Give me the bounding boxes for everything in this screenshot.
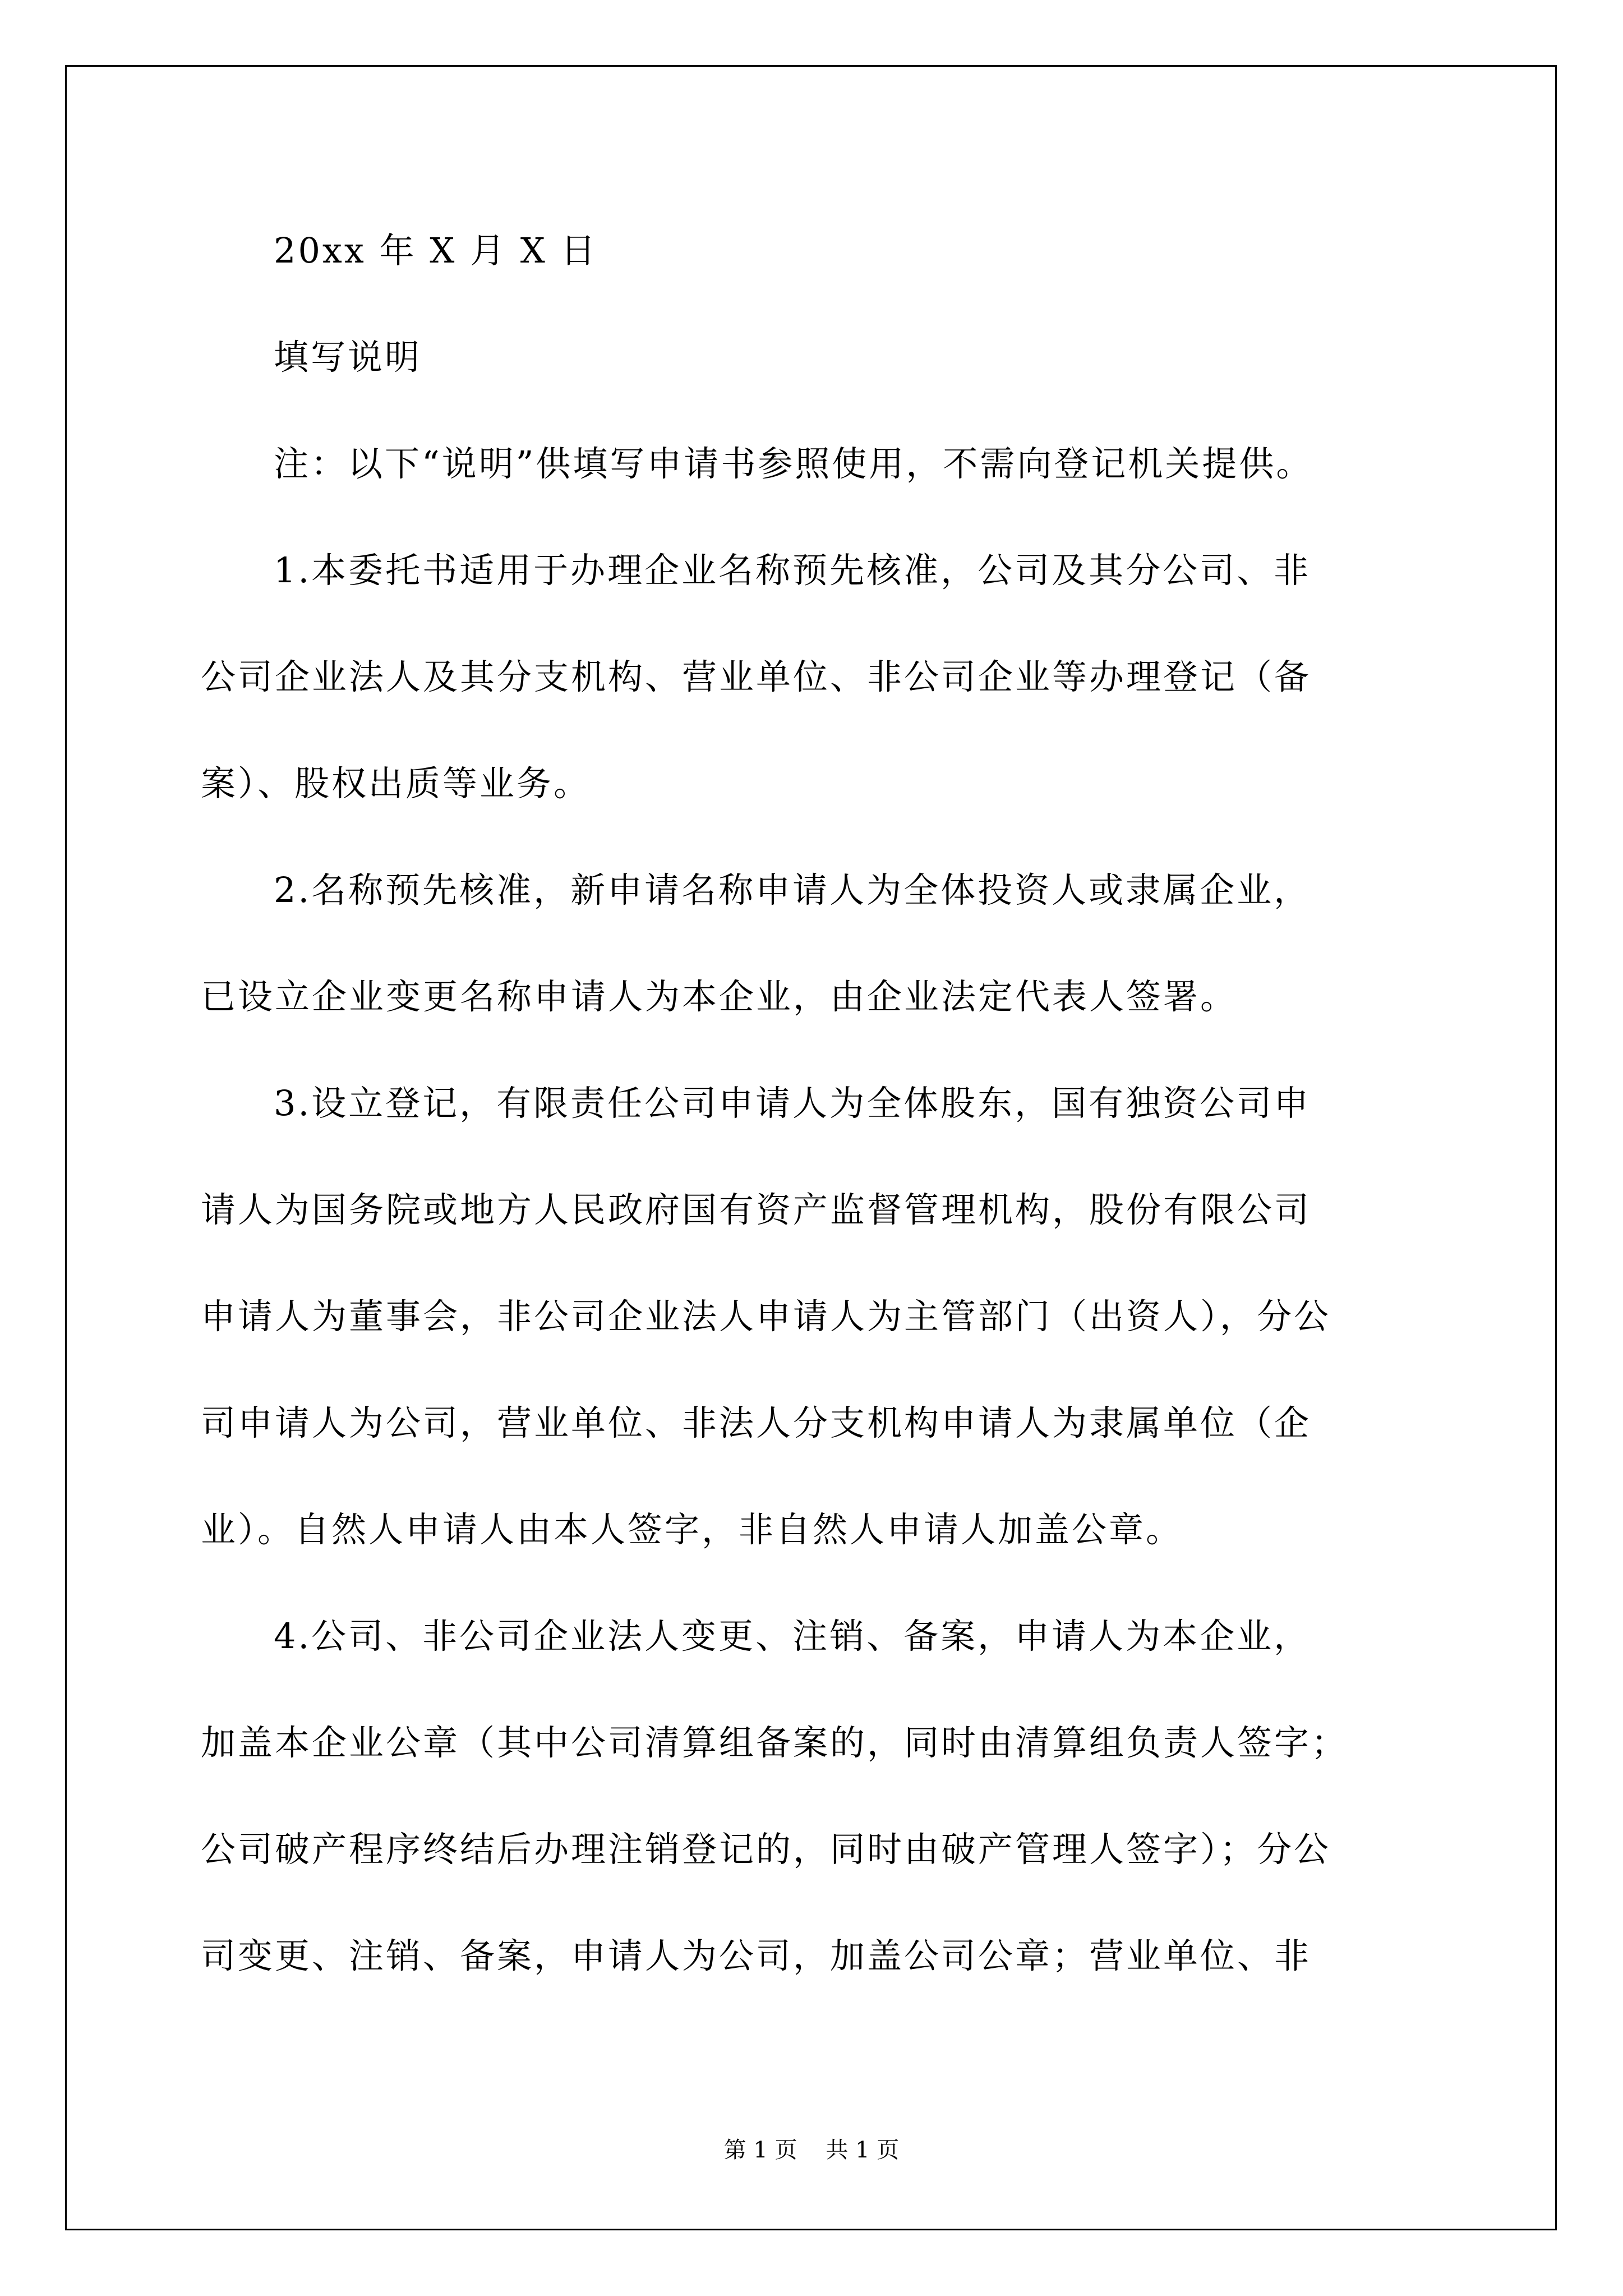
item-3-line-5: 业）。自然人申请人由本人签字，非自然人申请人加盖公章。 (201, 1509, 1183, 1550)
item-2-line-2: 已设立企业变更名称申请人为本企业，由企业法定代表人签署。 (201, 976, 1238, 1017)
page-footer: 第 1 页 共 1 页 (723, 2137, 900, 2163)
item-1-line-3: 案）、股权出质等业务。 (201, 763, 591, 804)
item-3-line-1: 3.设立登记，有限责任公司申请人为全体股东，国有独资公司申 (274, 1083, 1311, 1124)
item-2-line-1: 2.名称预先核准，新申请名称申请人为全体投资人或隶属企业， (274, 869, 1311, 910)
item-3-line-4: 司申请人为公司，营业单位、非法人分支机构申请人为隶属单位（企 (201, 1402, 1312, 1443)
item-4-line-3: 公司破产程序终结后办理注销登记的，同时由破产管理人签字）；分公 (201, 1829, 1331, 1870)
date-line: 20xx 年 X 月 X 日 (274, 230, 598, 271)
section-heading: 填写说明 (274, 337, 422, 378)
note-paragraph: 注：以下“说明”供填写申请书参照使用，不需向登记机关提供。 (274, 443, 1313, 484)
item-1-line-1: 1.本委托书适用于办理企业名称预先核准，公司及其分公司、非 (274, 550, 1311, 591)
page-border (65, 65, 1557, 2230)
item-3-line-2: 请人为国务院或地方人民政府国有资产监督管理机构，股份有限公司 (201, 1189, 1312, 1230)
item-3-line-3: 申请人为董事会，非公司企业法人申请人为主管部门（出资人），分公 (201, 1296, 1331, 1337)
item-4-line-1: 4.公司、非公司企业法人变更、注销、备案，申请人为本企业， (274, 1616, 1311, 1657)
item-1-line-2: 公司企业法人及其分支机构、营业单位、非公司企业等办理登记（备 (201, 656, 1312, 697)
item-4-line-4: 司变更、注销、备案，申请人为公司，加盖公司公章；营业单位、非 (201, 1935, 1312, 1976)
item-4-line-2: 加盖本企业公章（其中公司清算组备案的，同时由清算组负责人签字； (201, 1722, 1349, 1763)
